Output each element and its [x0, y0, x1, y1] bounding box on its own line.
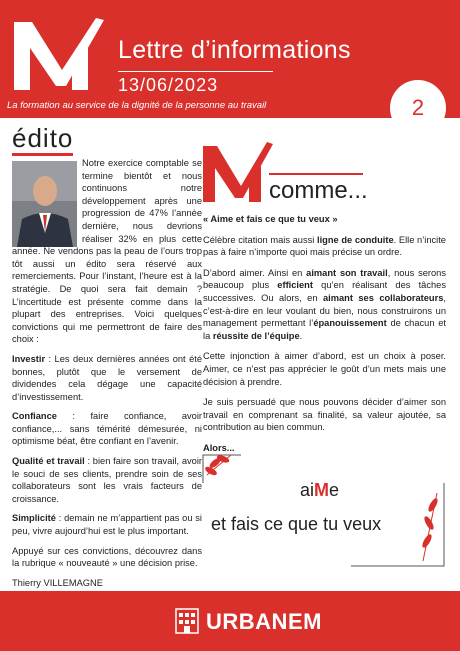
m-comme-body [203, 213, 446, 463]
building-icon [174, 607, 200, 635]
quote-heading: « Aime et fais ce que tu veux » [203, 214, 338, 224]
m-comme-word: comme... [269, 177, 368, 204]
edito-heading: édito [12, 123, 73, 154]
brand-name: URBANEM [206, 609, 322, 634]
quote-line: et fais ce que tu veux [211, 514, 382, 534]
branch-left-icon [205, 455, 231, 477]
edito-closing: Appuyé sur ces convictions, découvrez dans la rubrique « nouveauté » une décision prise. [12, 545, 202, 569]
edito-intro: Notre exercice comptable se termine bientôt et nous continuons notre développement après une progression de 47% l’année dernière, nous devrions réaliser 32% en plus cette année. Ne vendons pas la peau de l’ours trop tôt aussi un édito sera réservé aux remerciements. Pour l’instant, l’heure est à la stratégie. De quoi sera fait demain ? L’incertitude est présente comme dans la plupart des entreprises. Voici quelques convictions qui me permettront de faire des choix : [12, 158, 202, 345]
quote-frame [201, 453, 446, 568]
point-simplicite: Simplicité : demain ne m’appartient pas ou si peu, vivre aujourd’hui est le plus important. [12, 513, 202, 537]
issue-number: 2 [390, 80, 446, 136]
header-banner [0, 0, 460, 118]
mcomme-p2: D’abord aimer. Ainsi en aimant son travail, nous serons beaucoup plus efficient qu’en réalisant des tâches successives. Ou alors, en aimant ses collaborateurs, c’est-à-dire en leur voulant du bien, nous construirons un management permettant l’épanouissement de chacun et la réussite de l’équipe. [203, 267, 446, 341]
edito-body [12, 157, 202, 596]
m-comme-heading [203, 140, 443, 205]
point-confiance: Confiance : faire confiance, avoir confiance,... sans témérité démesurée, ni optimisme béat, être confiant en l’avenir. [12, 411, 202, 447]
branch-right-icon [421, 493, 438, 561]
newsletter-title: Lettre d’informations [118, 36, 351, 64]
signature: Thierry VILLEMAGNE [12, 577, 103, 588]
header-divider [118, 71, 273, 72]
mcomme-p1: Célèbre citation mais aussi ligne de conduite. Elle n’incite pas à faire n’importe quoi mais précise un ordre. [203, 234, 446, 258]
aime-word: aiMe [300, 480, 340, 500]
m-check-logo [12, 14, 108, 90]
point-qualite: Qualité et travail : bien faire son travail, avoir le souci de ses clients, prendre soin de ses collaborateurs sont les vrais facteurs de croissance. [12, 456, 202, 504]
footer-banner [0, 591, 460, 651]
mcomme-p5: Alors... [203, 442, 235, 453]
point-investir: Investir : Les deux dernières années ont été bonnes, plutôt que le versement de dividendes cela dégage une capacité d’investissement. [12, 353, 202, 402]
mcomme-p4: Je suis persuadé que nous pouvons décider d’aimer son travail en comprenant sa finalité, sa valeur ajoutée, sa contribution au bien commun. [203, 397, 446, 433]
tagline: La formation au service de la dignité de la personne au travail [7, 100, 267, 111]
mcomme-p3: Cette injonction à aimer d’abord, est un choix à poser. Aimer, ce n’est pas apprécier le goût d’un mets mais une décision à prendre. [203, 351, 446, 387]
newsletter-date: 13/06/2023 [118, 75, 219, 95]
